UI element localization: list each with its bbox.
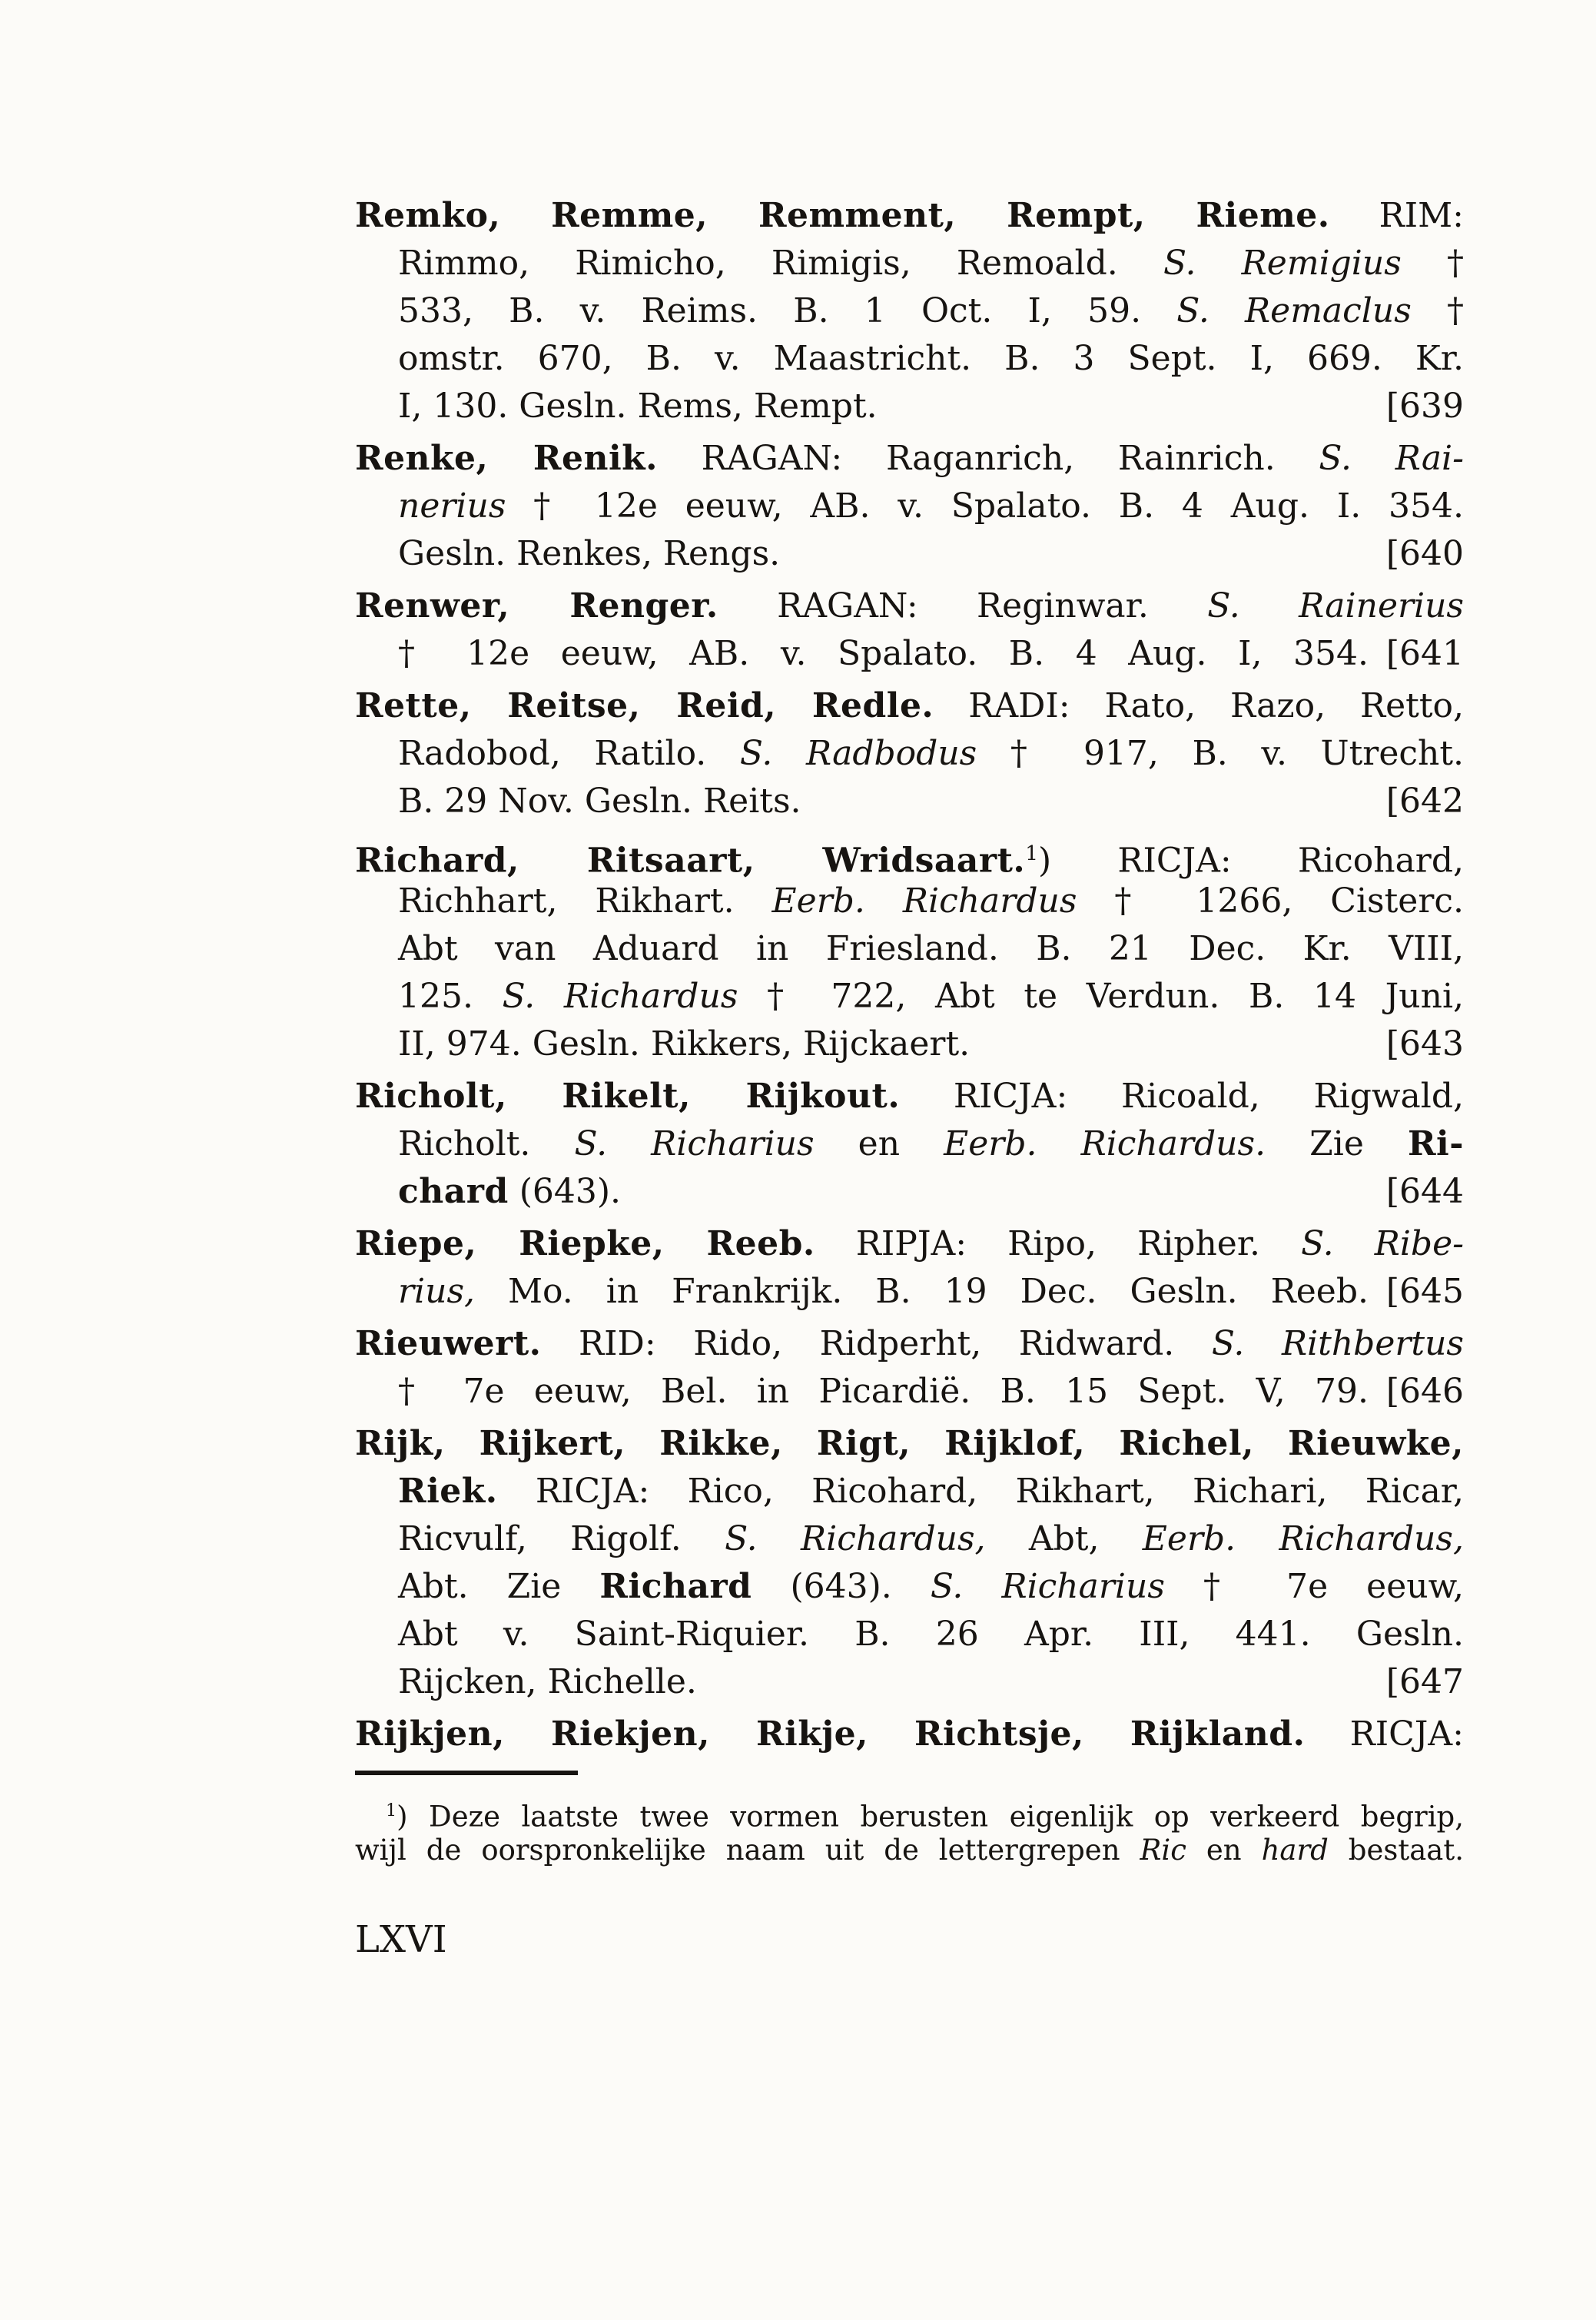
text-segment: RAGAN: Raganrich, Rainrich. [657,439,1319,478]
text-line [355,973,1464,1021]
entry-ref-number: [644 [1385,1172,1464,1211]
line-text [398,240,1464,287]
entry-ref-number: [643 [1385,1024,1464,1064]
entries [355,192,1464,1758]
text-line [355,1515,1464,1563]
text-segment: hard [1261,1834,1329,1867]
text-line [355,1220,1464,1268]
text-segment: RAGAN: Reginwar. [718,586,1208,626]
entry-ref-number: [639 [1385,387,1464,426]
dictionary-entry [355,830,1464,1068]
text-segment: en [1186,1834,1262,1867]
text-segment: Renke, Renik. [355,439,658,478]
line-text [398,335,1464,383]
text-segment: Riepe, Riepke, Reeb. [355,1224,815,1263]
text-segment: † 7e eeuw, Bel. in Picardië. B. 15 Sept. V, 79. [398,1372,1369,1411]
line-text [398,1168,1369,1216]
line-text [398,287,1464,335]
dictionary-entry [355,192,1464,430]
text-segment: S. Remigius [1163,244,1402,283]
line-text [398,878,1464,925]
dictionary-entry [355,1220,1464,1316]
text-line [355,1658,1464,1706]
text-line [355,1791,1464,1834]
text-line [355,483,1464,530]
text-segment: S. Rai- [1319,439,1465,478]
text-segment: II, 974. Gesln. Rikkers, Rijckaert. [398,1024,971,1064]
line-text [355,582,1464,630]
text-line [355,1420,1464,1468]
text-line [355,1830,1464,1870]
text-line [355,1120,1464,1168]
text-line [355,1368,1464,1416]
text-segment: † 722, Abt te Verdun. B. 14 Juni, [738,977,1465,1016]
line-text [398,730,1464,778]
text-segment: † [1401,244,1464,283]
text-segment: ) RICJA: Ricohard, [1038,841,1464,881]
page-number: LXVI [355,1918,447,1961]
text-column [355,192,1464,1961]
line-text [398,1268,1369,1316]
line-text [355,1711,1464,1758]
text-segment: S. Radbodus [739,734,977,773]
text-segment: en [814,1124,944,1163]
line-text [398,1021,1369,1068]
text-segment: Renwer, Renger. [355,586,718,626]
line-text [398,383,1369,430]
line-text [398,630,1369,678]
line-text [398,1611,1464,1658]
footnote-marker-superscript: 1 [386,1801,397,1820]
text-segment: Ri- [1407,1124,1464,1163]
text-segment: RIPJA: Ripo, Ripher. [815,1224,1302,1263]
text-segment: Rette, Reitse, Reid, Redle. [355,686,934,725]
text-segment: Richard, Ritsaart, Wridsaart. [355,841,1026,881]
text-segment: Rieuwert. [355,1324,542,1363]
text-segment: Remko, Remme, Remment, Rempt, Rieme. [355,196,1330,235]
text-segment: 125. [398,977,503,1016]
text-segment: S. Ribe- [1301,1224,1465,1263]
text-segment: bestaat. [1328,1834,1464,1867]
footnote-rule [355,1771,578,1775]
text-segment: Abt v. Saint-Riquier. B. 26 Apr. III, 441. Gesln. [398,1615,1464,1654]
text-segment: Ric [1140,1834,1186,1867]
text-line [355,287,1464,335]
text-segment: RIM: [1329,196,1465,235]
line-text [355,830,1464,885]
text-segment: Richolt. [398,1124,575,1163]
text-line [355,1563,1464,1611]
text-line [355,830,1464,881]
line-text [398,1468,1464,1515]
text-segment: † [1411,291,1464,330]
text-segment: Richard [599,1567,752,1606]
text-segment: Abt van Aduard in Friesland. B. 21 Dec. Kr. VIII, [398,929,1464,968]
text-segment: Radobod, Ratilo. [398,734,740,773]
line-text [355,1320,1464,1368]
dictionary-entry [355,1073,1464,1216]
line-text [355,1420,1464,1468]
text-line [355,530,1464,578]
text-segment: S. Richardus, [725,1519,986,1558]
text-segment: Eerb. Richardus [771,881,1077,921]
text-segment: Gesln. Renkes, Rengs. [398,534,781,573]
text-segment: I, 130. Gesln. Rems, Rempt. [398,387,878,426]
entry-ref-number: [641 [1385,634,1464,673]
line-text [355,1830,1464,1870]
text-segment: S. Richardus [502,977,738,1016]
text-line [355,240,1464,287]
entry-ref-number: [646 [1385,1372,1464,1411]
text-segment: wijl de oorspronkelijke naam uit de lettergrepen [355,1834,1140,1867]
dictionary-entry [355,1711,1464,1758]
text-line [355,1073,1464,1120]
text-segment: Rimmo, Rimicho, Rimigis, Remoald. [398,244,1163,283]
text-segment: Abt. Zie [398,1567,600,1606]
text-line [355,1168,1464,1216]
line-text [398,1515,1464,1563]
line-text [355,1073,1464,1120]
text-line [355,1320,1464,1368]
footnote [355,1791,1464,1870]
dictionary-entry [355,1320,1464,1416]
text-line [355,778,1464,825]
line-text [398,1368,1369,1416]
text-line [355,192,1464,240]
line-text [398,483,1464,530]
text-segment: chard [398,1172,509,1211]
text-segment: (643). [752,1567,931,1606]
text-segment: S. Rainerius [1207,586,1465,626]
text-segment: rius, [398,1272,476,1311]
text-segment: Ricvulf, Rigolf. [398,1519,725,1558]
text-segment: † 917, B. v. Utrecht. [977,734,1465,773]
line-text [398,1563,1464,1611]
text-line [355,435,1464,483]
text-segment: S. Remaclus [1176,291,1412,330]
line-text [398,973,1464,1021]
text-segment: † 12e eeuw, AB. v. Spalato. B. 4 Aug. I, 354. [398,634,1369,673]
text-segment: RICJA: [1305,1714,1465,1754]
text-segment: † 1266, Cisterc. [1077,881,1464,921]
text-line [355,335,1464,383]
text-segment: RICJA: Ricoald, Rigwald, [900,1077,1464,1116]
text-segment: Richolt, Rikelt, Rijkout. [355,1077,901,1116]
entry-ref-number: [645 [1385,1272,1464,1311]
line-text [398,530,1369,578]
text-line [355,682,1464,730]
text-segment: Rijcken, Richelle. [398,1662,697,1701]
line-text [398,1658,1369,1706]
text-segment: RADI: Rato, Razo, Retto, [934,686,1465,725]
text-segment: Zie [1266,1124,1408,1163]
text-segment: (643). [508,1172,622,1211]
text-segment: Mo. in Frankrijk. B. 19 Dec. Gesln. Reeb. [475,1272,1369,1311]
text-segment: Abt, [985,1519,1143,1558]
text-segment: Rijk, Rijkert, Rikke, Rigt, Rijklof, Richel, Rieuwke, [355,1424,1464,1463]
dictionary-entry [355,1420,1464,1706]
text-line [355,730,1464,778]
text-segment: S. Richarius [930,1567,1165,1606]
entry-ref-number: [642 [1385,782,1464,821]
entry-ref-number: [640 [1385,534,1464,573]
footnote-marker-superscript: 1 [1025,841,1039,865]
text-segment: Rijkjen, Riekjen, Rikje, Richtsje, Rijkland. [355,1714,1306,1754]
text-segment: RID: Rido, Ridperht, Ridward. [541,1324,1212,1363]
text-line [355,582,1464,630]
text-line [355,1021,1464,1068]
line-text [355,192,1464,240]
text-segment: omstr. 670, B. v. Maastricht. B. 3 Sept. I, 669. Kr. [398,339,1464,378]
dictionary-entry [355,582,1464,678]
text-line [355,630,1464,678]
dictionary-entry [355,435,1464,578]
text-line [355,383,1464,430]
line-text [398,1120,1464,1168]
text-segment: Richhart, Rikhart. [398,881,772,921]
text-segment: nerius [398,486,506,526]
text-segment: B. 29 Nov. Gesln. Reits. [398,782,801,821]
text-line [355,925,1464,973]
text-segment: ) Deze laatste twee vormen berusten eigenlijk op verkeerd begrip, [397,1800,1464,1834]
text-line [355,1468,1464,1515]
text-segment: Eerb. Richardus. [944,1124,1266,1163]
entry-ref-number: [647 [1385,1662,1464,1701]
text-line [355,1268,1464,1316]
text-segment: 533, B. v. Reims. B. 1 Oct. I, 59. [398,291,1177,330]
line-text [398,925,1464,973]
text-segment: S. Richarius [574,1124,815,1163]
text-segment: † 12e eeuw, AB. v. Spalato. B. 4 Aug. I. 354. [506,486,1464,526]
text-segment: Eerb. Richardus, [1142,1519,1464,1558]
text-segment: Riek. [398,1472,498,1511]
line-text [355,682,1464,730]
text-line [355,1611,1464,1658]
text-segment: RICJA: Rico, Ricohard, Rikhart, Richari, Ricar, [497,1472,1464,1511]
text-line [355,878,1464,925]
text-segment: † 7e eeuw, [1164,1567,1465,1606]
line-text [355,1220,1464,1268]
line-text [398,778,1369,825]
text-segment: S. Rithbertus [1211,1324,1464,1363]
line-text [355,435,1464,483]
dictionary-entry [355,682,1464,825]
text-line [355,1711,1464,1758]
